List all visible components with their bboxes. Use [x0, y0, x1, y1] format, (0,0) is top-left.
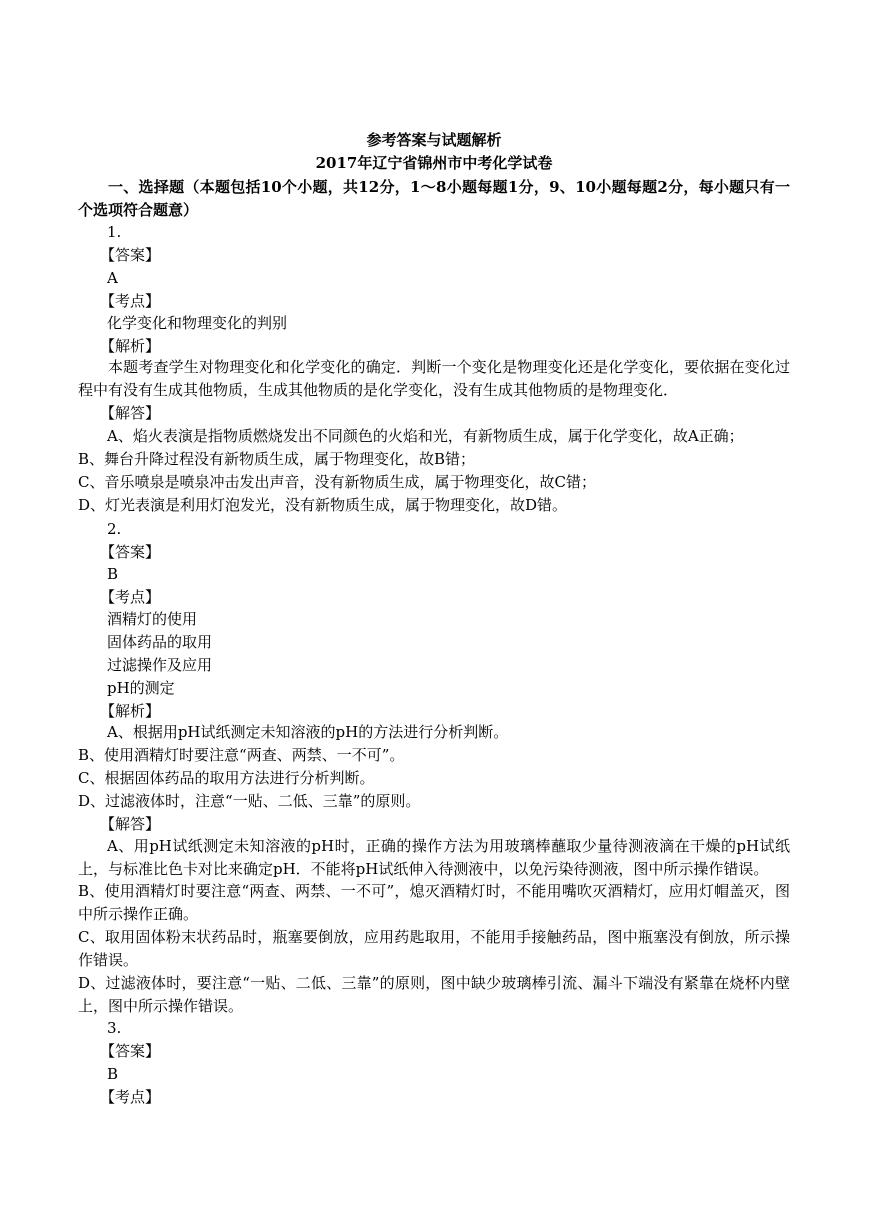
analysis-label: 【解析】	[100, 337, 161, 355]
answer-value: B	[107, 565, 119, 583]
solution-b: B、使用酒精灯时要注意“两查、两禁、一不可”，熄灭酒精灯时，不能用嘴吹灭酒精灯，应用灯帽盖灭，图中所示操作正确。	[78, 882, 790, 923]
question-number: 1.	[107, 223, 122, 241]
solution-d: D、过滤液体时，要注意“一贴、二低、三靠”的原则，图中缺少玻璃棒引流、漏斗下端没有紧靠在烧杯内壁上，图中所示操作错误。	[78, 974, 790, 1015]
section-header: 一、选择题（本题包括10个小题，共12分，1～8小题每题1分，9、10小题每题2分，每小题只有一个选项符合题意）	[78, 178, 790, 219]
analysis-text: 本题考查学生对物理变化和化学变化的确定．判断一个变化是物理变化还是化学变化，要依据在变化过程中有没有生成其他物质，生成其他物质的是化学变化，没有生成其他物质的是物理变化．	[78, 358, 790, 399]
answer-label: 【答案】	[100, 543, 161, 561]
point-text: 过滤操作及应用	[107, 656, 213, 674]
solution-label: 【解答】	[100, 404, 161, 422]
point-text: 酒精灯的使用	[107, 610, 198, 628]
solution-a: A、焰火表演是指物质燃烧发出不同颜色的火焰和光，有新物质生成，属于化学变化，故A正确；	[107, 427, 744, 445]
point-label: 【考点】	[100, 1088, 161, 1106]
solution-label: 【解答】	[100, 815, 161, 833]
analysis-d: D、过滤液体时，注意“一贴、二低、三靠”的原则。	[78, 792, 421, 810]
solution-c: C、取用固体粉末状药品时，瓶塞要倒放，应用药匙取用，不能用手接触药品，图中瓶塞没有倒放，所示操作错误。	[78, 928, 790, 969]
analysis-a: A、根据用pH试纸测定未知溶液的pH的方法进行分析判断。	[107, 723, 509, 741]
analysis-label: 【解析】	[100, 702, 161, 720]
answer-value: B	[107, 1065, 119, 1083]
analysis-c: C、根据固体药品的取用方法进行分析判断。	[78, 769, 375, 787]
solution-d: D、灯光表演是利用灯泡发光，没有新物质生成，属于物理变化，故D错。	[78, 496, 568, 514]
answer-value: A	[107, 269, 118, 287]
point-text: pH的测定	[107, 679, 175, 697]
question-number: 3.	[107, 1019, 122, 1037]
point-label: 【考点】	[100, 292, 161, 310]
point-text: 化学变化和物理变化的判别	[107, 314, 288, 332]
point-label: 【考点】	[100, 588, 161, 606]
doc-subtitle: 2017年辽宁省锦州市中考化学试卷	[315, 154, 553, 172]
answer-label: 【答案】	[100, 1042, 161, 1060]
question-number: 2.	[107, 520, 122, 538]
analysis-b: B、使用酒精灯时要注意“两查、两禁、一不可”。	[78, 746, 405, 764]
solution-c: C、音乐喷泉是喷泉冲击发出声音，没有新物质生成，属于物理变化，故C错；	[78, 473, 596, 491]
point-text: 固体药品的取用	[107, 633, 213, 651]
answer-label: 【答案】	[100, 246, 161, 264]
solution-b: B、舞台升降过程没有新物质生成，属于物理变化，故B错；	[78, 450, 476, 468]
solution-a: A、用pH试纸测定未知溶液的pH时，正确的操作方法为用玻璃棒蘸取少量待测液滴在干燥的pH试纸上，与标准比色卡对比来确定pH．不能将pH试纸伸入待测液中，以免污染待测液，图中所示操作错误。	[78, 837, 790, 878]
doc-title: 参考答案与试题解析	[366, 131, 502, 149]
